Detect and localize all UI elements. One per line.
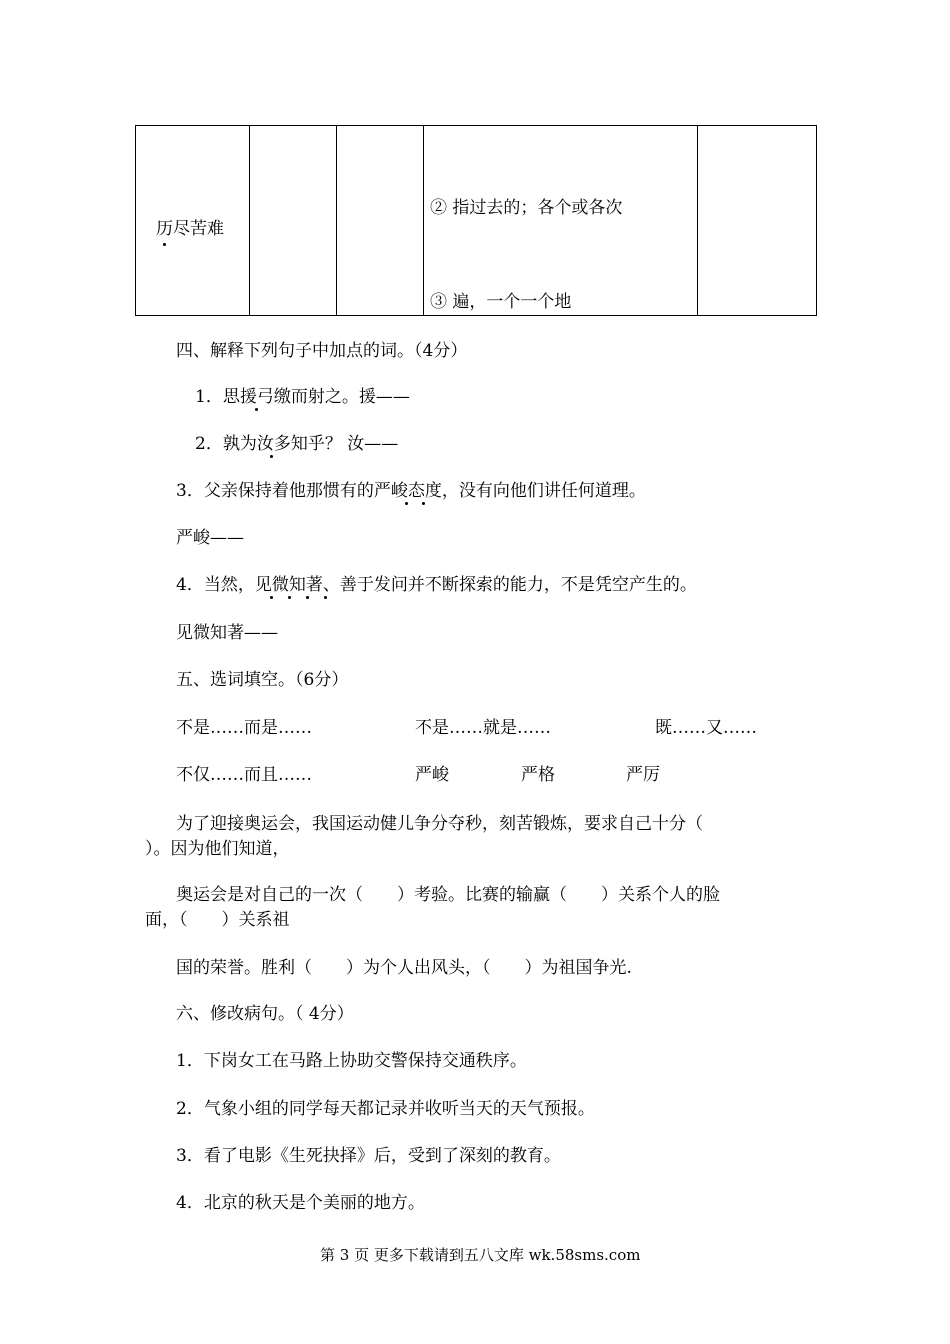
- passage-line: 面，（ ）关系祖: [145, 910, 290, 930]
- emphasis-dot: [288, 596, 291, 599]
- emphasis-dot: [324, 596, 327, 599]
- section4-q3-answer: 严峻——: [176, 528, 244, 548]
- option-item: 不仅……而且……: [176, 765, 312, 785]
- emphasis-dot: [405, 502, 408, 505]
- section4-q3: 3．父亲保持着他那惯有的严峻态度，没有向他们讲任何道理。: [176, 481, 646, 501]
- passage-line: 国的荣誉。胜利（ ）为个人出风头，（ ）为祖国争光.: [176, 958, 632, 978]
- page-footer: 第 3 页 更多下载请到五八文库 wk.58sms.com: [320, 1246, 641, 1264]
- table-cell-word: [136, 126, 250, 316]
- emphasis-dot: [306, 596, 309, 599]
- section6-s1: 1．下岗女工在马路上协助交警保持交通秩序。: [176, 1051, 527, 1071]
- table-cell-empty: [698, 126, 817, 316]
- table-meaning-2: ② 指过去的；各个或各次: [430, 198, 623, 218]
- section4-q4: 4．当然，见微知著、善于发问并不断探索的能力，不是凭空产生的。: [176, 575, 697, 595]
- passage-line: 奥运会是对自己的一次（ ）考验。比赛的输赢（ ）关系个人的脸: [176, 885, 720, 905]
- table-cell-empty: [250, 126, 337, 316]
- table-meaning-3: ③ 遍，一个一个地: [430, 292, 572, 312]
- section6-s4: 4．北京的秋天是个美丽的地方。: [176, 1193, 425, 1213]
- emphasis-dot: [270, 596, 273, 599]
- emphasis-dot: [270, 455, 273, 458]
- section4-heading: 四、解释下列句子中加点的词。（4分）: [176, 341, 468, 361]
- section5-heading: 五、选词填空。（6分）: [176, 670, 349, 690]
- section4-q2: 2．孰为汝多知乎？ 汝——: [195, 434, 399, 454]
- option-item: 不是……就是……: [415, 718, 551, 738]
- section4-q4-answer: 见微知著——: [176, 623, 278, 643]
- section4-q1: 1．思援弓缴而射之。援——: [195, 387, 410, 407]
- option-item: 既……又……: [655, 718, 757, 738]
- table-cell-meanings: [424, 126, 698, 316]
- table-cell-empty: [337, 126, 424, 316]
- emphasis-dot: [255, 408, 258, 411]
- vocab-table: [135, 125, 817, 316]
- passage-line: 为了迎接奥运会，我国运动健儿争分夺秒，刻苦锻炼，要求自己十分（: [176, 814, 703, 834]
- emphasis-dot: [422, 502, 425, 505]
- emphasis-dot: [163, 243, 166, 246]
- section6-s3: 3．看了电影《生死抉择》后，受到了深刻的教育。: [176, 1146, 561, 1166]
- option-item: 严格: [521, 765, 555, 785]
- section6-heading: 六、修改病句。（ 4分）: [176, 1004, 354, 1024]
- option-item: 严厉: [626, 765, 660, 785]
- option-item: 严峻: [415, 765, 449, 785]
- section6-s2: 2．气象小组的同学每天都记录并收听当天的天气预报。: [176, 1099, 595, 1119]
- option-item: 不是……而是……: [176, 718, 312, 738]
- passage-line: ）。因为他们知道，: [145, 839, 290, 859]
- table-word: 历尽苦难: [156, 219, 224, 239]
